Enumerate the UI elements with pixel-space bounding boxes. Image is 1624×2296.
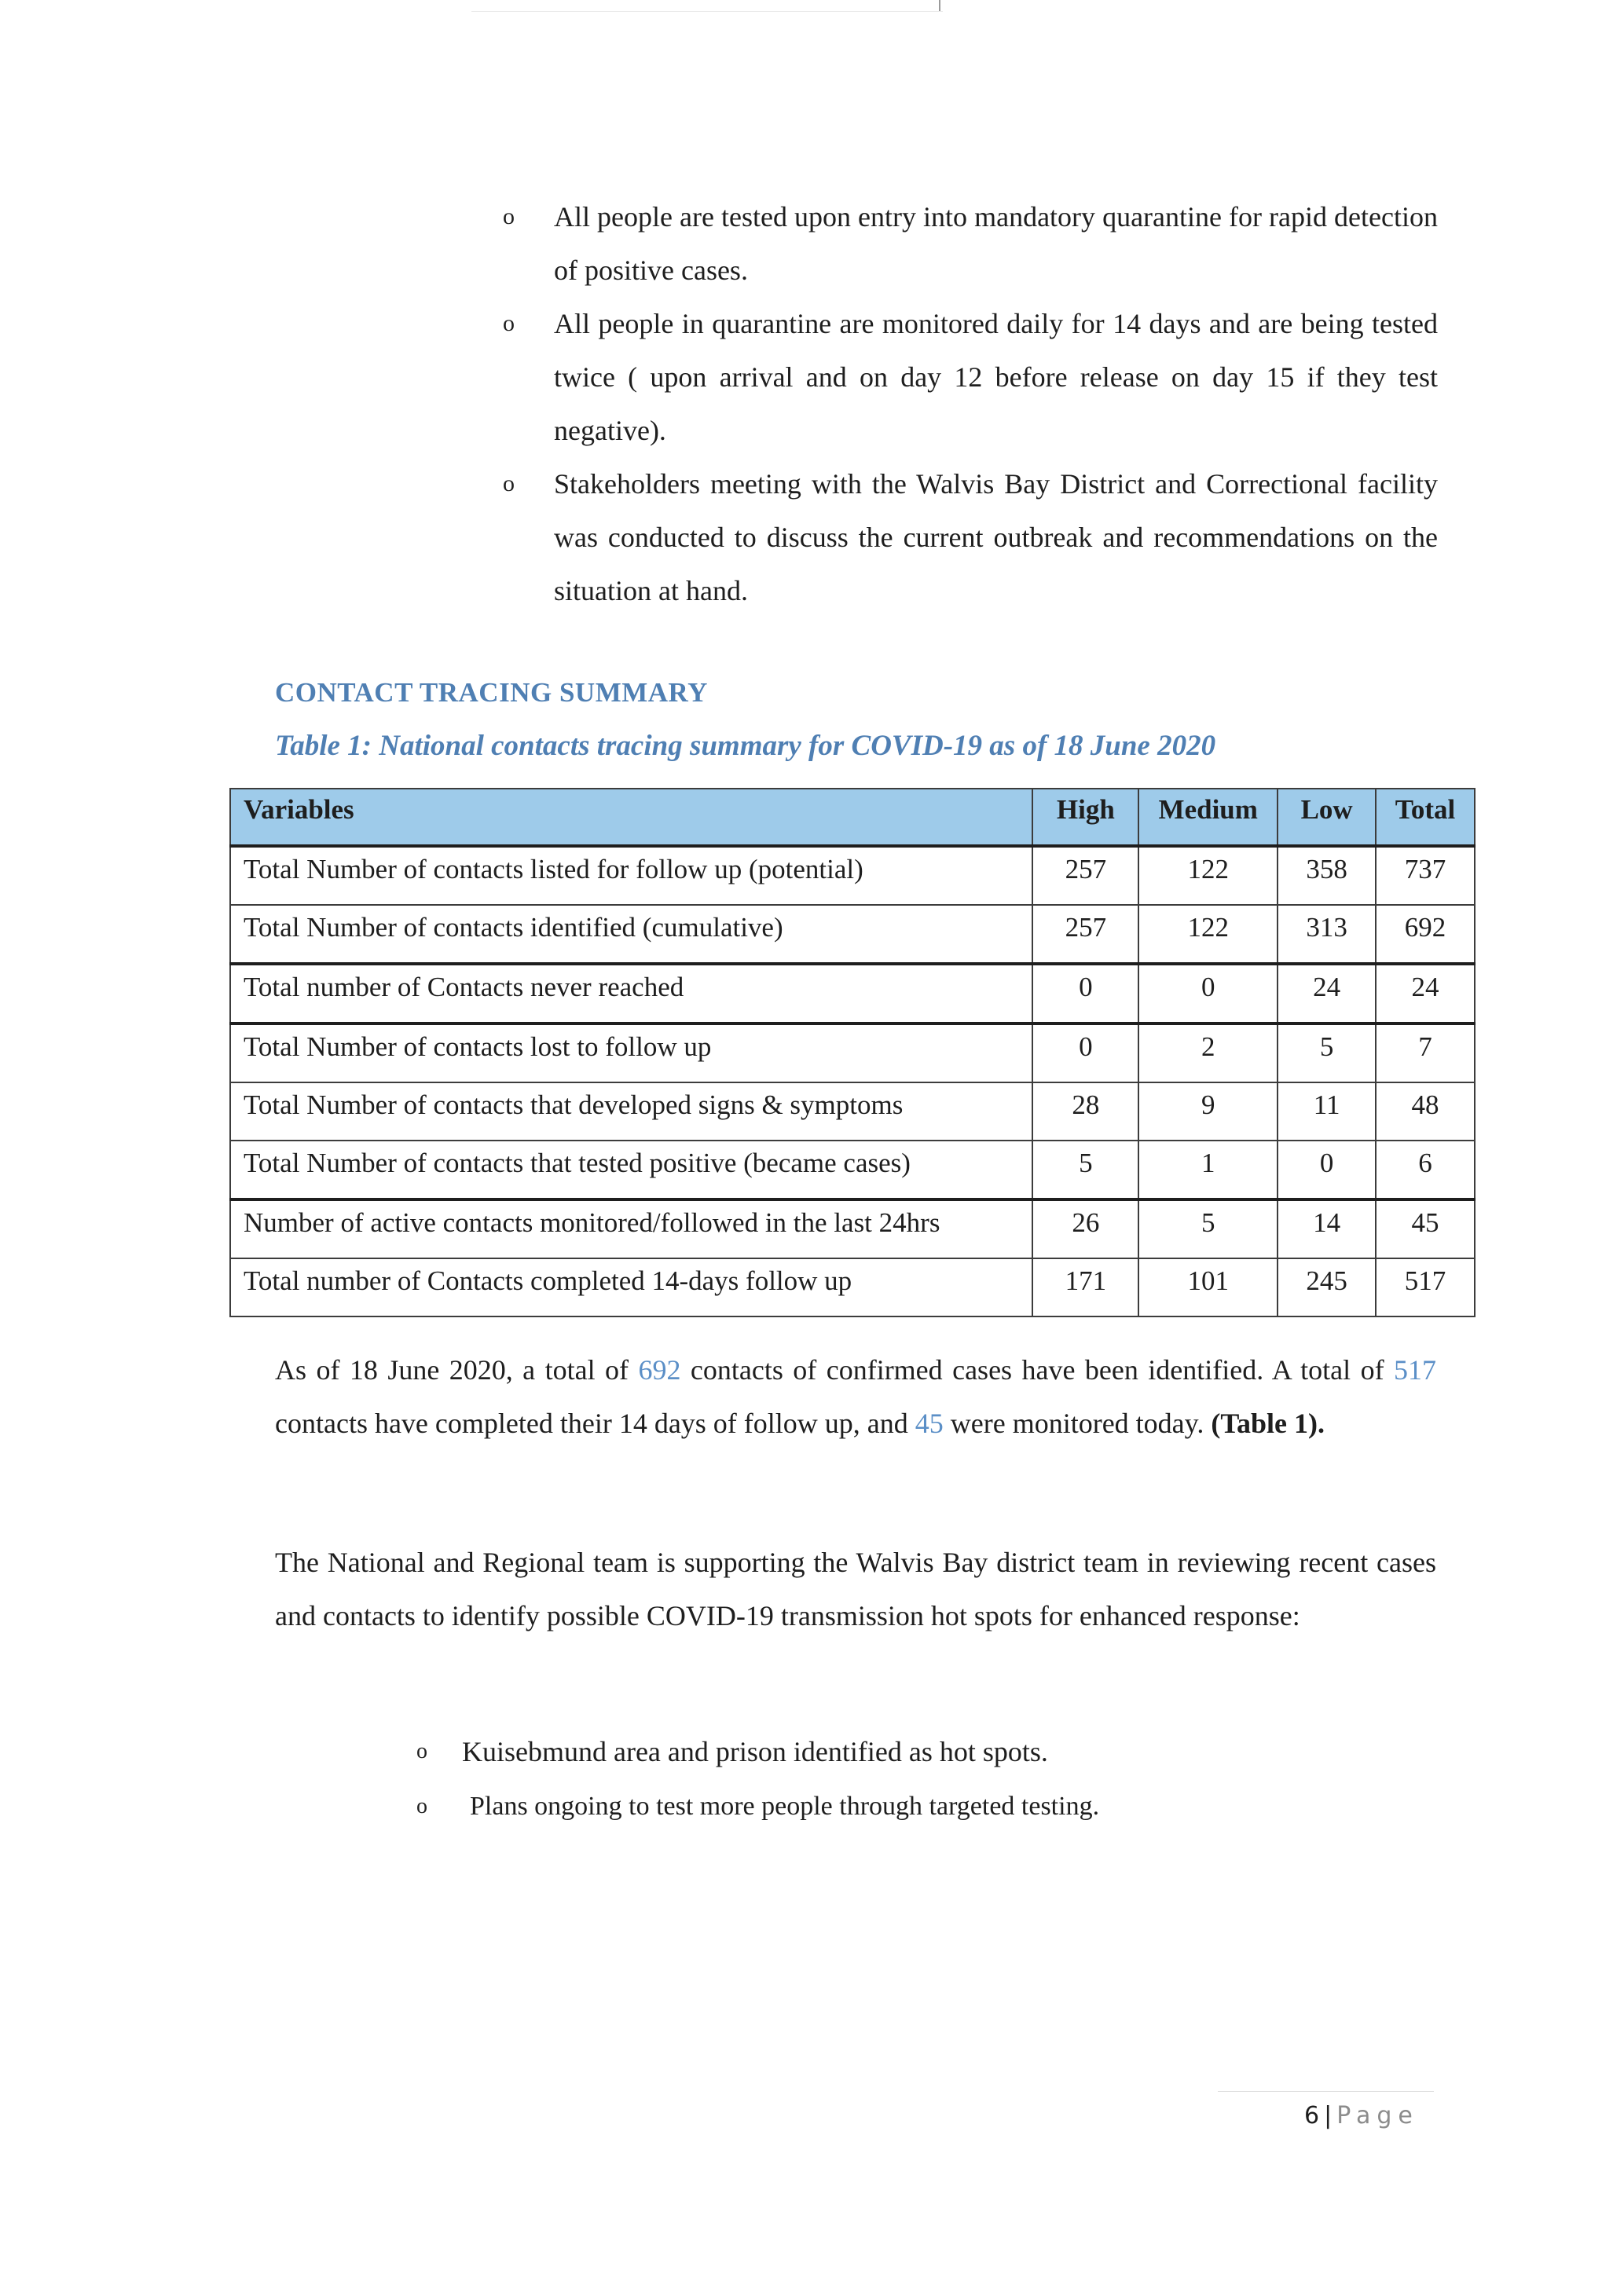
cell-total: 7 xyxy=(1376,1023,1475,1082)
identified-count: 692 xyxy=(638,1354,681,1386)
header-high: High xyxy=(1032,789,1138,846)
cell-medium: 9 xyxy=(1138,1082,1278,1141)
section-heading: CONTACT TRACING SUMMARY xyxy=(275,677,708,708)
cell-medium: 0 xyxy=(1138,964,1278,1023)
cell-total: 48 xyxy=(1376,1082,1475,1141)
cell-low: 14 xyxy=(1278,1199,1376,1258)
cell-medium: 2 xyxy=(1138,1023,1278,1082)
page-number: 6 xyxy=(1304,2102,1320,2129)
cell-variable: Total Number of contacts listed for follow up (potential) xyxy=(230,846,1032,905)
list-item xyxy=(503,457,1438,617)
cell-total: 24 xyxy=(1376,964,1475,1023)
cell-variable: Total Number of contacts lost to follow up xyxy=(230,1023,1032,1082)
cell-variable: Total number of Contacts never reached xyxy=(230,964,1032,1023)
contact-tracing-table xyxy=(229,788,1476,1317)
cell-high: 257 xyxy=(1032,846,1138,905)
scan-artifact xyxy=(939,0,940,11)
cell-low: 5 xyxy=(1278,1023,1376,1082)
table-row xyxy=(230,964,1475,1023)
cell-medium: 1 xyxy=(1138,1141,1278,1199)
page-label: Page xyxy=(1336,2102,1419,2129)
header-low: Low xyxy=(1278,789,1376,846)
cell-low: 11 xyxy=(1278,1082,1376,1141)
cell-total: 692 xyxy=(1376,905,1475,964)
footer-divider xyxy=(1218,2091,1434,2092)
cell-high: 5 xyxy=(1032,1141,1138,1199)
hollow-bullet-icon: o xyxy=(416,1739,427,1763)
list-item-text: Plans ongoing to test more people through targeted testing. xyxy=(470,1792,1100,1821)
cell-variable: Total Number of contacts identified (cumulative) xyxy=(230,905,1032,964)
table-row xyxy=(230,905,1475,964)
header-total: Total xyxy=(1376,789,1475,846)
cell-high: 28 xyxy=(1032,1082,1138,1141)
cell-variable: Total Number of contacts that developed signs & symptoms xyxy=(230,1082,1032,1141)
footer-separator: | xyxy=(1324,2102,1333,2129)
support-paragraph: The National and Regional team is supporting the Walvis Bay district team in reviewing recent cases and contacts to identify possible COVID-19 transmission hot spots for enhanced response: xyxy=(275,1547,1436,1631)
hotspot-bullet-list xyxy=(416,1724,1099,1834)
cell-variable: Total Number of contacts that tested positive (became cases) xyxy=(230,1141,1032,1199)
cell-low: 0 xyxy=(1278,1141,1376,1199)
cell-medium: 5 xyxy=(1138,1199,1278,1258)
table-header-row xyxy=(230,789,1475,846)
summary-text: contacts of confirmed cases have been identified. A total of xyxy=(680,1354,1395,1386)
cell-total: 737 xyxy=(1376,846,1475,905)
cell-low: 358 xyxy=(1278,846,1376,905)
summary-paragraph xyxy=(275,1343,1436,1450)
hollow-bullet-icon: o xyxy=(503,203,515,229)
cell-low: 313 xyxy=(1278,905,1376,964)
list-item-text: Stakeholders meeting with the Walvis Bay District and Correctional facility was conducted to discuss the current outbreak and recommendations on the situation at hand. xyxy=(554,468,1438,606)
cell-high: 0 xyxy=(1032,1023,1138,1082)
cell-medium: 122 xyxy=(1138,905,1278,964)
cell-high: 0 xyxy=(1032,964,1138,1023)
hollow-bullet-icon: o xyxy=(503,310,515,336)
summary-text: were monitored today. xyxy=(943,1408,1212,1439)
cell-high: 26 xyxy=(1032,1199,1138,1258)
scan-artifact-line xyxy=(471,11,943,12)
list-item-text: All people are tested upon entry into mandatory quarantine for rapid detection of positive cases. xyxy=(554,201,1438,286)
list-item xyxy=(503,297,1438,457)
cell-high: 257 xyxy=(1032,905,1138,964)
hollow-bullet-icon: o xyxy=(416,1794,427,1818)
summary-text: As of 18 June 2020, a total of xyxy=(275,1354,639,1386)
hollow-bullet-icon: o xyxy=(503,471,515,496)
cell-medium: 101 xyxy=(1138,1258,1278,1316)
header-medium: Medium xyxy=(1138,789,1278,846)
list-item xyxy=(416,1724,1099,1779)
table-row xyxy=(230,1082,1475,1141)
table-reference: (Table 1). xyxy=(1211,1408,1325,1439)
table-row xyxy=(230,1023,1475,1082)
completed-count: 517 xyxy=(1394,1354,1437,1386)
cell-high: 171 xyxy=(1032,1258,1138,1316)
cell-total: 45 xyxy=(1376,1199,1475,1258)
table-row xyxy=(230,1199,1475,1258)
list-item xyxy=(416,1779,1099,1834)
page-footer xyxy=(1304,2102,1419,2129)
monitored-count: 45 xyxy=(915,1408,944,1439)
table-row xyxy=(230,1258,1475,1316)
cell-low: 245 xyxy=(1278,1258,1376,1316)
cell-variable: Total number of Contacts completed 14-days follow up xyxy=(230,1258,1032,1316)
cell-low: 24 xyxy=(1278,964,1376,1023)
quarantine-bullet-list xyxy=(503,190,1438,617)
cell-total: 517 xyxy=(1376,1258,1475,1316)
cell-medium: 122 xyxy=(1138,846,1278,905)
list-item xyxy=(503,190,1438,297)
table-caption: Table 1: National contacts tracing summary for COVID-19 as of 18 June 2020 xyxy=(275,730,1216,762)
header-variables: Variables xyxy=(230,789,1032,846)
list-item-text: Kuisebmund area and prison identified as hot spots. xyxy=(462,1736,1048,1767)
table-row xyxy=(230,1141,1475,1199)
summary-text: contacts have completed their 14 days of follow up, and xyxy=(275,1408,915,1439)
cell-variable: Number of active contacts monitored/followed in the last 24hrs xyxy=(230,1199,1032,1258)
cell-total: 6 xyxy=(1376,1141,1475,1199)
list-item-text: All people in quarantine are monitored daily for 14 days and are being tested twice ( upon arrival and on day 12 before release on day 15 if they test negative). xyxy=(554,308,1438,446)
table-row xyxy=(230,846,1475,905)
